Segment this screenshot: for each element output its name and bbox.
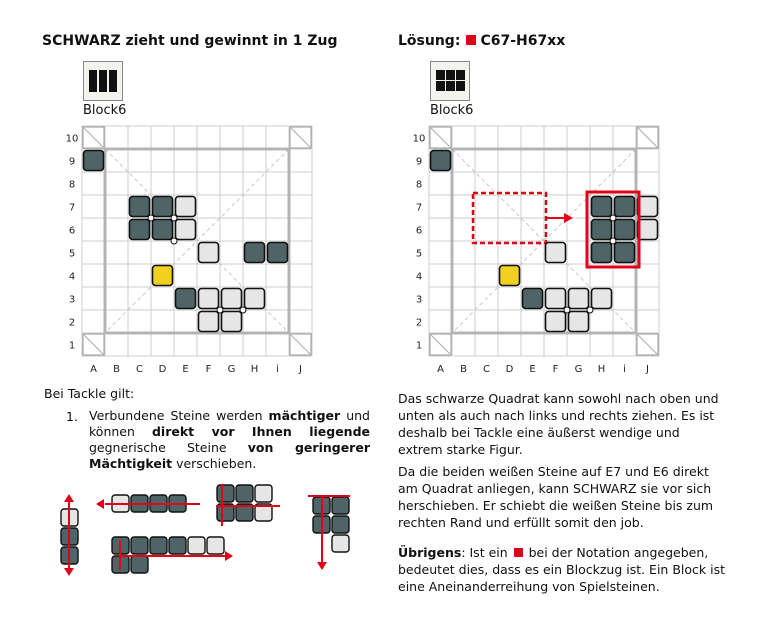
push-illustrations — [50, 478, 370, 578]
row-label: 8 — [68, 179, 76, 191]
row-label: 2 — [68, 317, 76, 329]
stone-connector — [171, 238, 177, 244]
rules-b1: mächtiger — [268, 408, 341, 423]
stone-connector — [171, 215, 177, 221]
push-arrow-head — [64, 494, 74, 502]
push-arrow-head — [317, 562, 327, 570]
row-label: 8 — [415, 179, 423, 191]
column-label: E — [182, 364, 189, 375]
row-label: 5 — [415, 248, 423, 260]
black-stone — [592, 243, 612, 263]
column-label: J — [299, 364, 302, 375]
column-label: D — [505, 364, 514, 375]
yellow-stone — [500, 266, 520, 286]
white-stone — [176, 197, 196, 217]
yellow-stone — [153, 266, 173, 286]
board-solution — [405, 120, 669, 380]
black-stone — [130, 197, 150, 217]
white-stone — [176, 220, 196, 240]
black-stone — [236, 485, 253, 502]
black-stone — [332, 516, 349, 533]
column-label: H — [597, 364, 606, 375]
rules-t2: und können — [89, 408, 370, 439]
row-label: 9 — [68, 156, 76, 168]
black-stone — [615, 220, 635, 240]
stone-connector — [148, 215, 154, 221]
white-stone — [546, 289, 566, 309]
block6-icon-left — [83, 61, 123, 101]
column-label: D — [158, 364, 167, 375]
rules-t4: verschieben. — [172, 456, 257, 471]
black-stone — [150, 537, 167, 554]
stone-connector — [240, 307, 246, 313]
rules-number: 1. — [66, 409, 78, 424]
rules-t1: Verbundene Steine werden — [89, 408, 269, 423]
solution-label: Lösung: — [398, 33, 461, 49]
row-label: 2 — [415, 317, 423, 329]
board-puzzle — [58, 120, 322, 380]
stone-connector — [217, 307, 223, 313]
column-label: A — [90, 364, 97, 375]
black-stone — [131, 537, 148, 554]
stone-connector — [610, 238, 616, 244]
column-label: F — [205, 364, 212, 375]
push-arrow-head — [96, 499, 104, 509]
white-stone — [199, 243, 219, 263]
black-stone — [245, 243, 265, 263]
black-stone — [217, 485, 234, 502]
black-stone — [153, 197, 173, 217]
white-stone — [222, 312, 242, 332]
black-stone — [153, 220, 173, 240]
right-title — [398, 33, 565, 49]
column-label: i — [623, 364, 626, 375]
left-title: SCHWARZ zieht und gewinnt in 1 Zug — [42, 33, 338, 49]
row-label: 7 — [68, 202, 76, 214]
block-label-left: Block6 — [83, 103, 127, 118]
white-stone — [569, 312, 589, 332]
column-label: G — [574, 364, 583, 375]
row-label: 10 — [65, 133, 79, 145]
three-bar-block-icon — [84, 62, 122, 100]
note-bold: Übrigens — [398, 545, 462, 560]
white-stone — [207, 537, 224, 554]
white-stone — [569, 289, 589, 309]
black-stone — [130, 220, 150, 240]
column-label: G — [227, 364, 236, 375]
row-label: 5 — [68, 248, 76, 260]
black-stone — [84, 151, 104, 171]
row-label: 1 — [415, 340, 423, 352]
row-label: 6 — [415, 225, 423, 237]
black-stone — [169, 537, 186, 554]
column-label: F — [552, 364, 559, 375]
explanation-paragraph-3 — [398, 544, 728, 595]
white-stone — [199, 312, 219, 332]
stone-connector — [610, 215, 616, 221]
push-arrow-head — [64, 568, 74, 576]
white-stone — [592, 289, 612, 309]
white-stone — [255, 485, 272, 502]
stone-connector — [587, 307, 593, 313]
row-label: 4 — [415, 271, 423, 283]
row-label: 9 — [415, 156, 423, 168]
black-stone — [615, 197, 635, 217]
white-stone — [332, 535, 349, 552]
explanation-paragraph-1: Das schwarze Quadrat kann sowohl nach oben und unten als auch nach links und rechts ziehen. Es ist deshalb bei Tackle eine äußerst wendige und extrem starke Figur. — [398, 391, 719, 457]
column-label: C — [483, 364, 490, 375]
white-stone — [546, 312, 566, 332]
black-stone — [176, 289, 196, 309]
black-stone — [592, 220, 612, 240]
block-label-right: Block6 — [430, 103, 474, 118]
row-label: 4 — [68, 271, 76, 283]
six-square-block-icon — [431, 62, 469, 100]
black-stone — [523, 289, 543, 309]
row-label: 1 — [68, 340, 76, 352]
rules-b2: direkt vor Ihnen liegende — [151, 424, 370, 439]
block6-icon-right — [430, 61, 470, 101]
black-stone — [592, 197, 612, 217]
column-label: E — [529, 364, 536, 375]
note-text-b: bei der Notation angegeben, bedeutet dies, dass es ein Blockzug ist. Ein Block ist eine Aneinanderreihung von Spielsteinen. — [398, 545, 725, 594]
block-move-marker-inline — [514, 548, 523, 557]
row-label: 3 — [68, 294, 76, 306]
note-text-a: : Ist ein — [461, 545, 512, 560]
row-label: 10 — [412, 133, 426, 145]
column-label: B — [113, 364, 120, 375]
white-stone — [222, 289, 242, 309]
rules-text — [89, 408, 370, 472]
black-stone — [431, 151, 451, 171]
column-label: i — [276, 364, 279, 375]
rules-b3: von geringerer Mächtigkeit — [89, 440, 370, 471]
white-stone — [188, 537, 205, 554]
row-label: 7 — [415, 202, 423, 214]
column-label: C — [136, 364, 143, 375]
black-stone — [332, 497, 349, 514]
block-move-marker — [466, 35, 476, 45]
white-stone — [245, 289, 265, 309]
black-stone — [615, 243, 635, 263]
column-label: H — [250, 364, 259, 375]
white-stone — [546, 243, 566, 263]
row-label: 3 — [415, 294, 423, 306]
push-arrow-head — [225, 551, 233, 561]
black-stone — [131, 556, 148, 573]
column-label: B — [460, 364, 467, 375]
rules-heading: Bei Tackle gilt: — [44, 386, 135, 401]
column-label: J — [646, 364, 649, 375]
column-label: A — [437, 364, 444, 375]
black-stone — [268, 243, 288, 263]
white-stone — [199, 289, 219, 309]
stone-connector — [564, 307, 570, 313]
explanation-paragraph-2: Da die beiden weißen Steine auf E7 und E6 direkt am Quadrat anliegen, kann SCHWARZ sie vor sich herschieben. Er schiebt die weißen Steine bis zum rechten Rand und erfüllt somit den job. — [398, 464, 714, 530]
row-label: 6 — [68, 225, 76, 237]
rules-t3: gegnerische Steine — [89, 440, 248, 455]
solution-move: C67-H67xx — [480, 33, 566, 49]
